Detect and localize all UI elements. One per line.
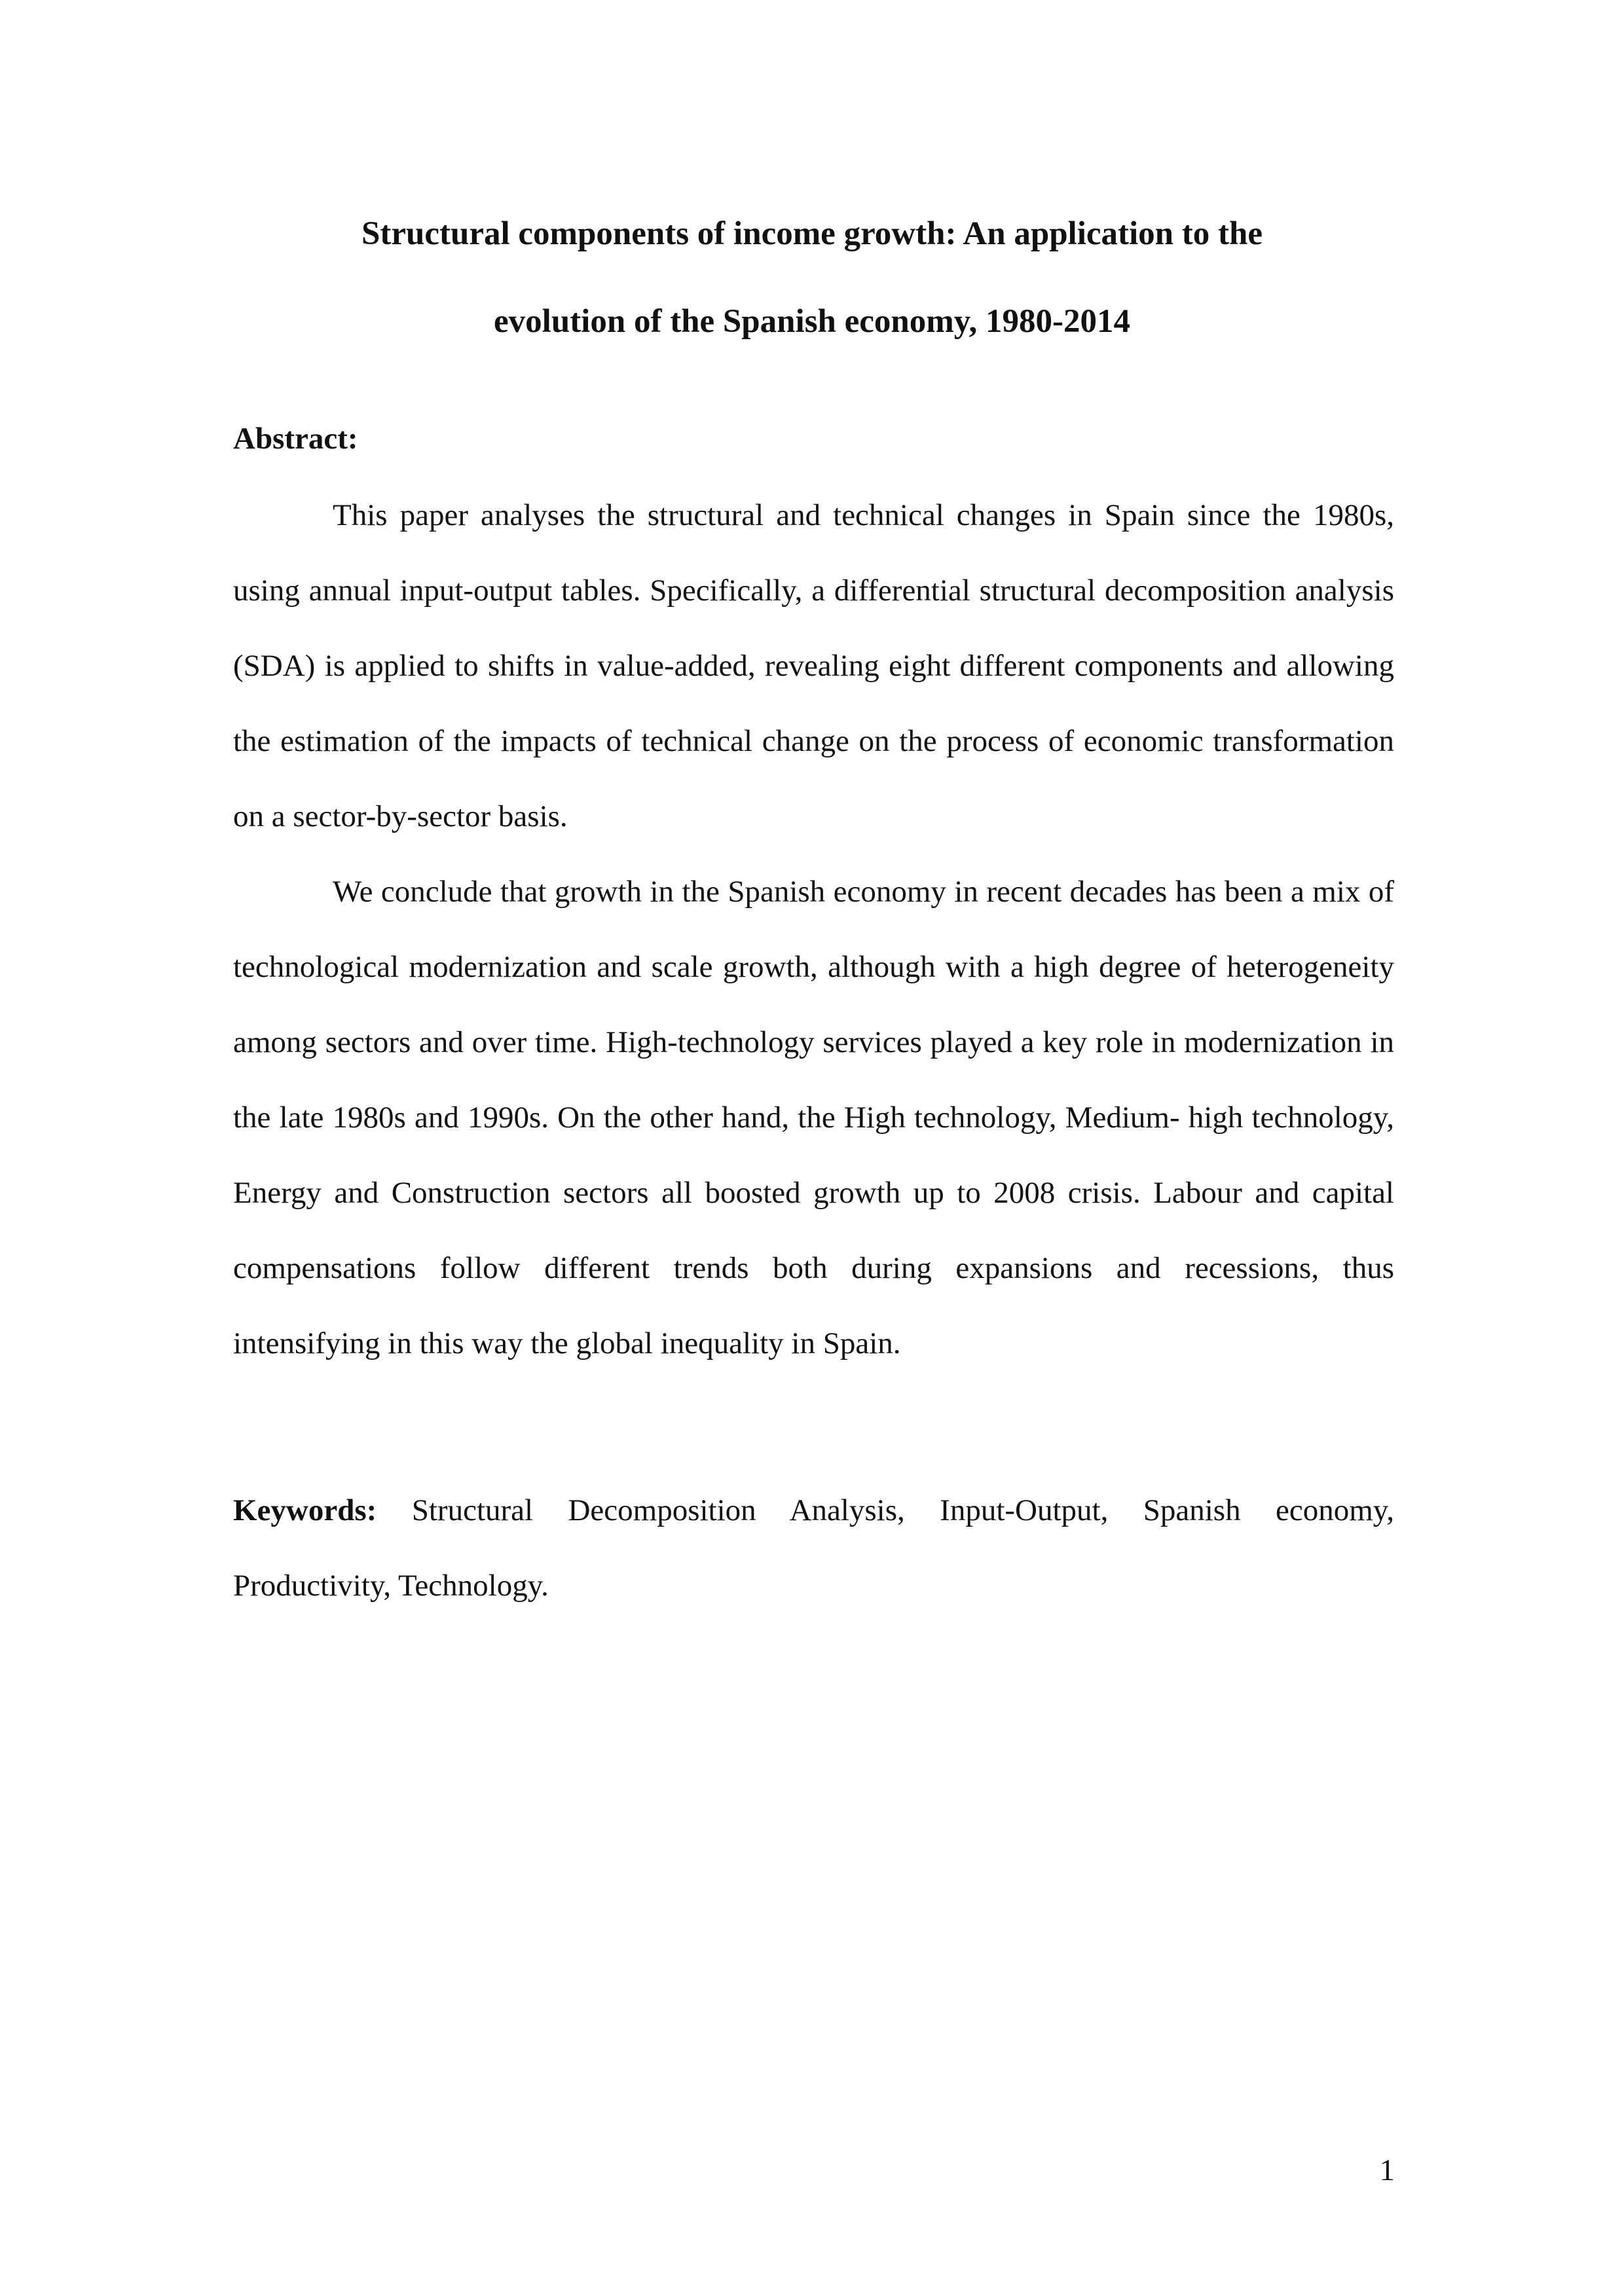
paper-title-line-1: Structural components of income growth: An application to the [361, 215, 1263, 252]
paper-title-line-2: evolution of the Spanish economy, 1980-2014 [494, 303, 1130, 340]
paper-title [233, 190, 1391, 365]
abstract-paragraph-2: We conclude that growth in the Spanish economy in recent decades has been a mix of technological modernization and scale growth, although with a high degree of heterogeneity among sectors and over time. High-technology services played a key role in modernization in the late 1980s and 1990s. On the other hand, the High technology, Medium- high technology, Energy and Construction sectors all boosted growth up to 2008 crisis. Labour and capital compensations follow different trends both during expansions and recessions, thus intensifying in this way the global inequality in Spain. [233, 875, 1394, 1360]
page-number: 1 [1379, 2153, 1395, 2187]
abstract-paragraph-1: This paper analyses the structural and technical changes in Spain since the 1980s, using annual input-output tables. Specifically, a differential structural decomposition analysis (SDA) is applied to shifts in value-added, revealing eight different components and allowing the estimation of the impacts of technical change on the process of economic transformation on a sector-by-sector basis. [233, 498, 1394, 833]
keywords-label: Keywords: [233, 1493, 377, 1527]
keywords-text: Structural Decomposition Analysis, Input-Output, Spanish economy, Productivity, Technology. [233, 1493, 1394, 1603]
keywords-section [233, 1473, 1394, 1624]
abstract-heading: Abstract: [233, 422, 358, 456]
